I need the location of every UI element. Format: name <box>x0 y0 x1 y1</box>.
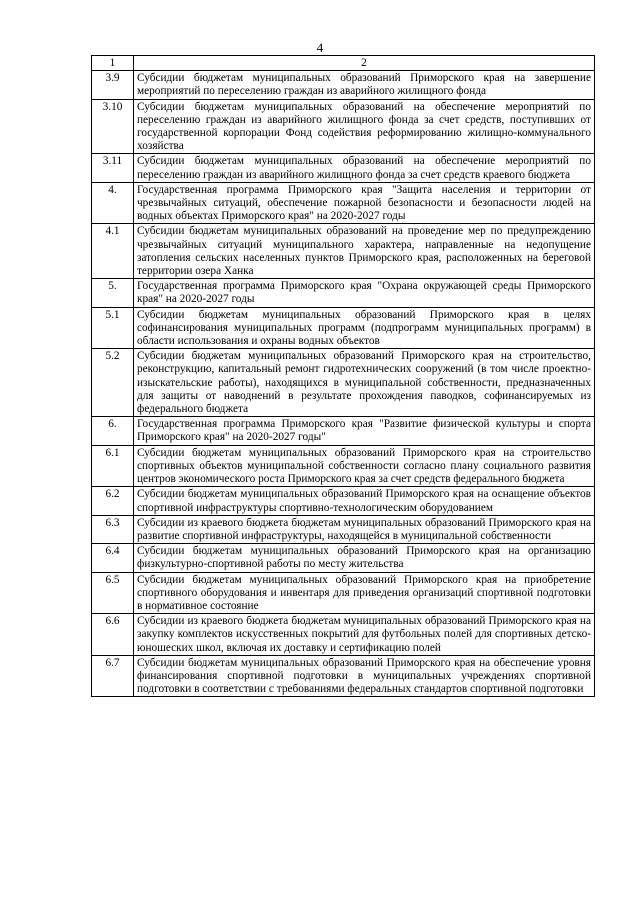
table-row <box>92 544 595 572</box>
row-description: Субсидии бюджетам муниципальных образований на проведение мер по предупреждению чрезвычайных ситуаций муниципального характера, направленные на недопущение затопления сельских населенных пунктов Приморского края, расположенных на береговой территории озера Ханка <box>134 224 595 279</box>
table-row <box>92 279 595 307</box>
table-row <box>92 182 595 224</box>
row-number: 3.10 <box>92 99 134 154</box>
table-row <box>92 487 595 515</box>
row-description: Субсидии бюджетам муниципальных образований Приморского края на организацию физкультурно-спортивной работы по месту жительства <box>134 544 595 572</box>
column-header-description: 2 <box>134 56 595 71</box>
row-description: Субсидии бюджетам муниципальных образований Приморского края на оснащение объектов спортивной инфраструктуры спортивно-технологическим оборудованием <box>134 487 595 515</box>
row-description: Субсидии бюджетам муниципальных образований Приморского края на завершение мероприятий по переселению граждан из аварийного жилищного фонда <box>134 71 595 99</box>
row-number: 5. <box>92 279 134 307</box>
row-number: 6.3 <box>92 515 134 543</box>
row-number: 6.7 <box>92 655 134 697</box>
table-row <box>92 655 595 697</box>
table-row <box>92 224 595 279</box>
row-description: Субсидии бюджетам муниципальных образований на обеспечение мероприятий по переселению граждан из аварийного жилищного фонда за счет средств краевого бюджета <box>134 154 595 182</box>
row-description: Государственная программа Приморского края "Защита населения и территории от чрезвычайных ситуаций, обеспечение пожарной безопасности и безопасности людей на водных объектах Приморского края" на 2020-2027 годы <box>134 182 595 224</box>
table-header-row <box>92 56 595 71</box>
row-description: Субсидии бюджетам муниципальных образований Приморского края на строительство, реконструкцию, капитальный ремонт гидротехнических сооружений (в том числе проектно-изыскательские работы), находящихся в муниципальной собственности, предназначенных для защиты от наводнений в результате прохождения паводков, софинансируемых из федерального бюджета <box>134 349 595 417</box>
row-description: Субсидии бюджетам муниципальных образований Приморского края на приобретение спортивного оборудования и инвентаря для приведения организаций спортивной подготовки в нормативное состояние <box>134 572 595 614</box>
table-row <box>92 515 595 543</box>
row-number: 6.1 <box>92 445 134 487</box>
row-description: Субсидии бюджетам муниципальных образований Приморского края на обеспечение уровня финансирования спортивной подготовки в муниципальных учреждениях спортивной подготовки в соответствии с требованиями федеральных стандартов спортивной подготовки <box>134 655 595 697</box>
row-description: Субсидии бюджетам муниципальных образований Приморского края в целях софинансирования муниципальных программ (подпрограмм муниципальных программ) в области использования и охраны водных объектов <box>134 307 595 349</box>
row-number: 5.1 <box>92 307 134 349</box>
row-number: 4. <box>92 182 134 224</box>
subsidies-table <box>91 55 595 697</box>
table-row <box>92 154 595 182</box>
page-number: 4 <box>316 40 324 55</box>
table-row <box>92 417 595 445</box>
table-row <box>92 572 595 614</box>
column-header-number: 1 <box>92 56 134 71</box>
row-number: 6.5 <box>92 572 134 614</box>
table-row <box>92 307 595 349</box>
row-description: Государственная программа Приморского края "Развитие физической культуры и спорта Приморского края" на 2020-2027 годы" <box>134 417 595 445</box>
row-description: Государственная программа Приморского края "Охрана окружающей среды Приморского края" на 2020-2027 годы <box>134 279 595 307</box>
row-number: 6.2 <box>92 487 134 515</box>
table-row <box>92 349 595 417</box>
row-number: 4.1 <box>92 224 134 279</box>
row-number: 6.6 <box>92 614 134 656</box>
table-row <box>92 71 595 99</box>
row-number: 3.9 <box>92 71 134 99</box>
row-description: Субсидии бюджетам муниципальных образований на обеспечение мероприятий по переселению граждан из аварийного жилищного фонда за счет средств, поступивших от государственной корпорации Фонд содействия реформированию жилищно-коммунального хозяйства <box>134 99 595 154</box>
table-row <box>92 99 595 154</box>
row-description: Субсидии бюджетам муниципальных образований Приморского края на строительство спортивных объектов муниципальной собственности согласно плану социального развития центров экономического роста Приморского края за счет средств федерального бюджета <box>134 445 595 487</box>
row-description: Субсидии из краевого бюджета бюджетам муниципальных образований Приморского края на развитие спортивной инфраструктуры, находящейся в муниципальной собственности <box>134 515 595 543</box>
table-row <box>92 445 595 487</box>
row-description: Субсидии из краевого бюджета бюджетам муниципальных образований Приморского края на закупку комплектов искусственных покрытий для футбольных полей для спортивных детско-юношеских школ, включая их доставку и сертификацию полей <box>134 614 595 656</box>
row-number: 5.2 <box>92 349 134 417</box>
row-number: 3.11 <box>92 154 134 182</box>
row-number: 6.4 <box>92 544 134 572</box>
row-number: 6. <box>92 417 134 445</box>
table-row <box>92 614 595 656</box>
